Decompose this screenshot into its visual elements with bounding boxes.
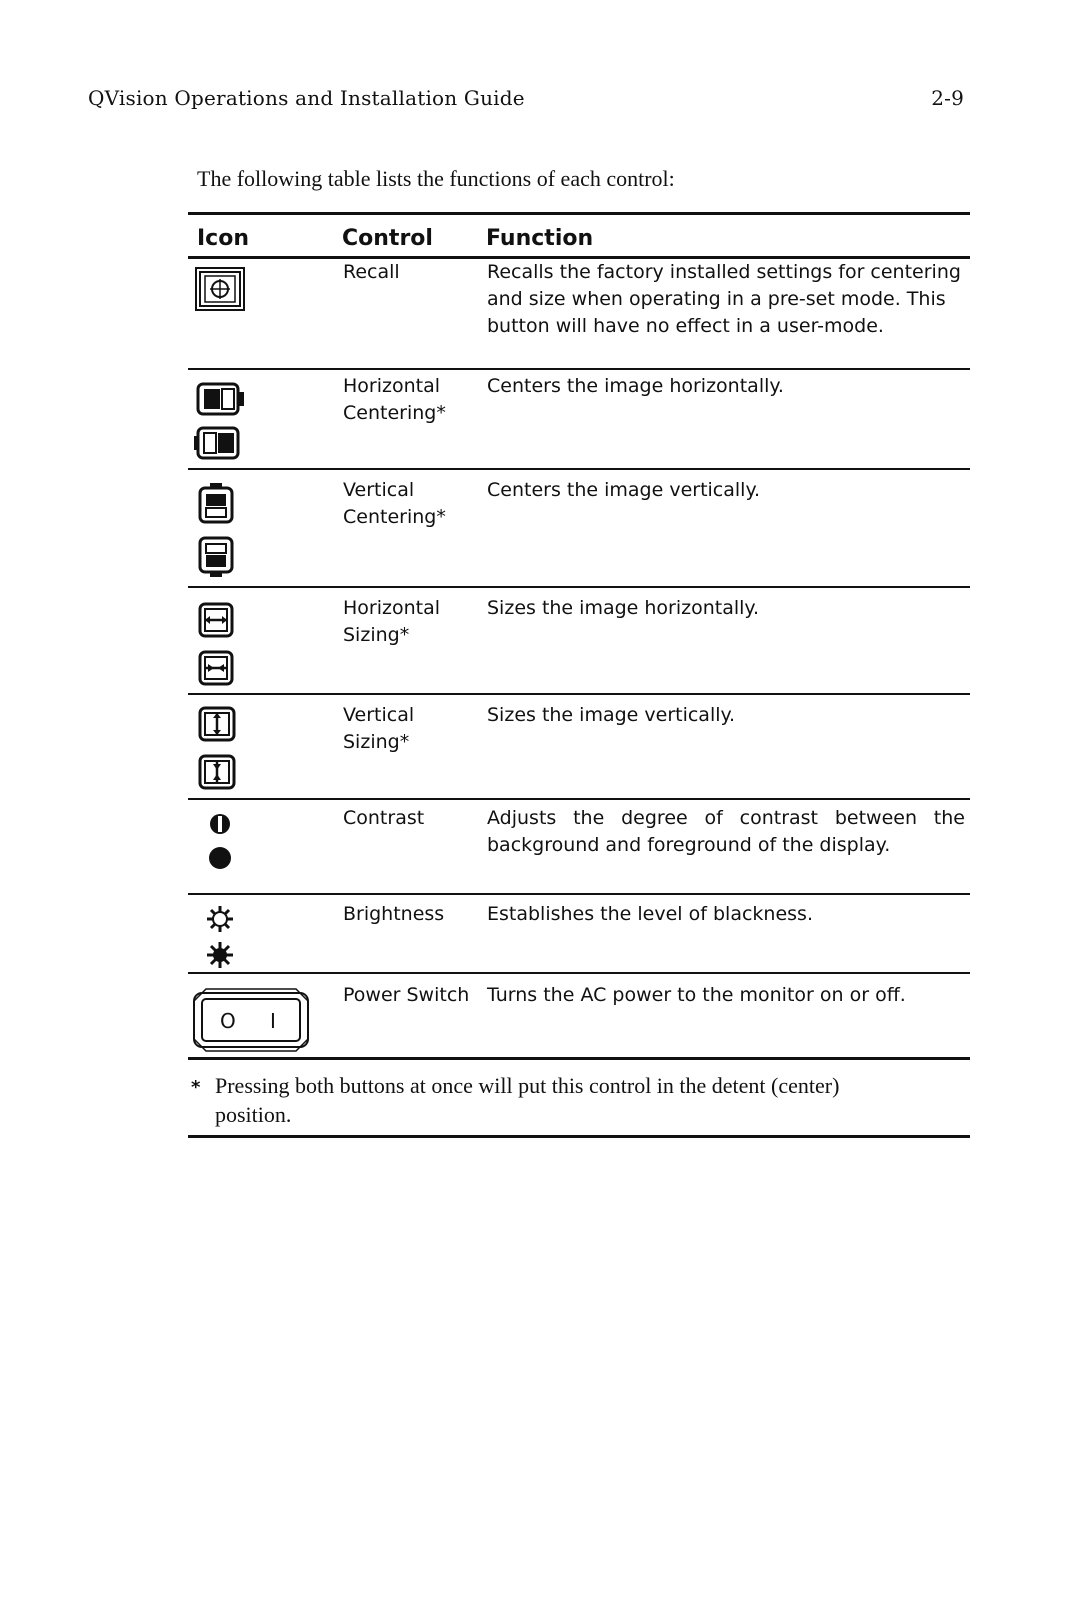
- row-divider: [188, 893, 970, 895]
- control-vertical-sizing: Vertical Sizing*: [343, 704, 415, 753]
- control-horizontal-sizing: Horizontal Sizing*: [343, 597, 441, 646]
- recall-icon: [194, 266, 250, 314]
- table-top-rule: [188, 212, 970, 215]
- control-contrast: Contrast: [343, 807, 425, 829]
- page-header: [88, 86, 964, 118]
- power-on-label: I: [270, 1009, 276, 1033]
- row-divider: [188, 468, 970, 470]
- function-brightness: Establishes the level of blackness.: [487, 903, 813, 925]
- row-divider: [188, 972, 970, 974]
- function-power-switch: Turns the AC power to the monitor on or off.: [487, 984, 906, 1006]
- power-switch-icon: [192, 987, 314, 1053]
- footnote-rule: [188, 1135, 970, 1138]
- vertical-centering-icon: [194, 482, 250, 580]
- function-vertical-sizing: Sizes the image vertically.: [487, 704, 736, 726]
- control-brightness: Brightness: [343, 903, 445, 925]
- page-number: 2-9: [931, 86, 964, 110]
- row-divider: [188, 368, 970, 370]
- column-header-control: Control: [342, 226, 433, 251]
- vertical-sizing-icon: [194, 706, 250, 796]
- running-title: QVision Operations and Installation Guide: [88, 86, 525, 110]
- horizontal-sizing-icon: [194, 600, 250, 690]
- brightness-icon: [194, 904, 250, 974]
- column-header-icon: Icon: [197, 226, 250, 251]
- control-horizontal-centering: Horizontal Centering*: [343, 375, 446, 424]
- intro-text: The following table lists the functions of each control:: [197, 166, 675, 191]
- footnote-marker: *: [191, 1077, 201, 1098]
- row-divider: [188, 693, 970, 695]
- table-bottom-rule: [188, 1057, 970, 1060]
- footnote-text: Pressing both buttons at once will put this control in the detent (center) position.: [215, 1073, 840, 1127]
- control-recall: Recall: [343, 261, 400, 283]
- function-horizontal-sizing: Sizes the image horizontally.: [487, 597, 760, 619]
- column-header-function: Function: [486, 226, 594, 251]
- row-divider: [188, 798, 970, 800]
- function-contrast: Adjusts the degree of contrast between the background and foreground of the display.: [487, 807, 965, 856]
- horizontal-centering-icon: [194, 380, 250, 464]
- function-horizontal-centering: Centers the image horizontally.: [487, 375, 784, 397]
- power-off-label: O: [220, 1009, 236, 1033]
- function-recall: Recalls the factory installed settings for centering and size when operating in a pre-set mode. This button will have no effect in a user-mode.: [487, 261, 961, 337]
- control-vertical-centering: Vertical Centering*: [343, 479, 446, 528]
- control-power-switch: Power Switch: [343, 984, 470, 1006]
- contrast-icon: [194, 812, 250, 872]
- function-vertical-centering: Centers the image vertically.: [487, 479, 761, 501]
- row-divider: [188, 586, 970, 588]
